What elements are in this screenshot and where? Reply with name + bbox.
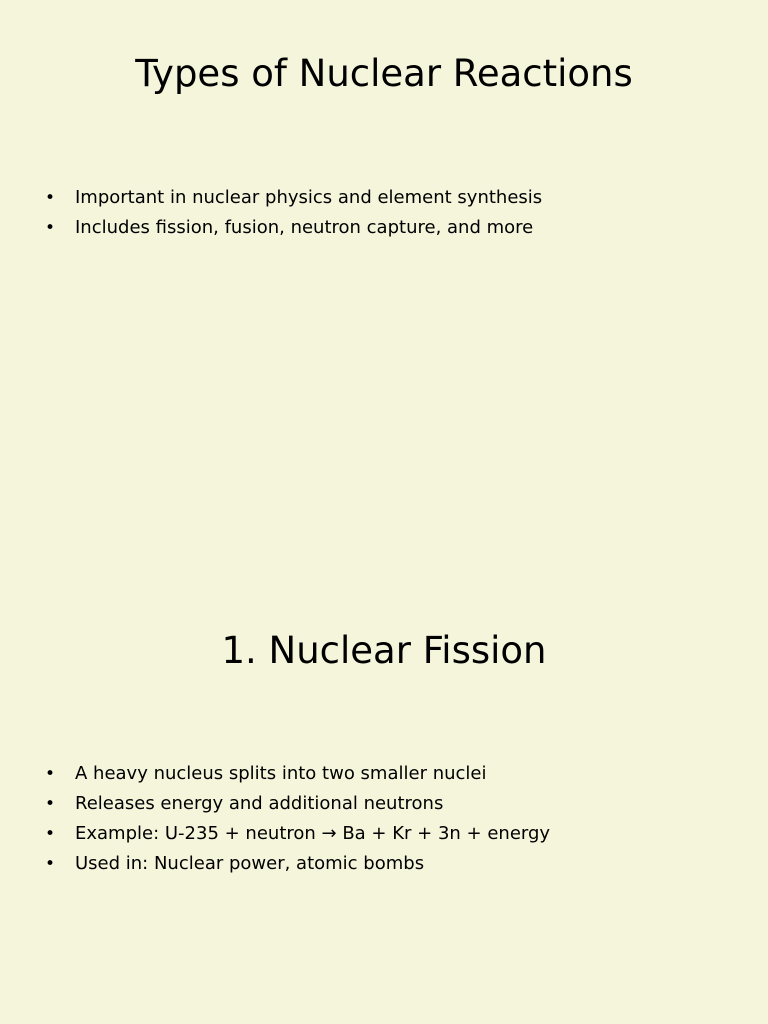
bullet-text: Example: U-235 + neutron → Ba + Kr + 3n + energy	[75, 823, 551, 844]
bullet-text: A heavy nucleus splits into two smaller nuclei	[75, 763, 487, 784]
bullet-item	[0, 759, 768, 789]
bullet-dot-icon: •	[45, 824, 56, 844]
bullet-text: Includes fission, fusion, neutron capture, and more	[75, 217, 534, 238]
bullet-dot-icon: •	[45, 188, 56, 208]
slide-title: 1. Nuclear Fission	[221, 629, 547, 672]
bullet-dot-icon: •	[45, 854, 56, 874]
slide-nuclear-fission	[0, 576, 768, 1024]
bullet-list	[0, 759, 768, 879]
bullet-text: Releases energy and additional neutrons	[75, 793, 444, 814]
bullet-text: Important in nuclear physics and element synthesis	[75, 187, 543, 208]
bullet-item	[0, 849, 768, 879]
slide-title: Types of Nuclear Reactions	[135, 52, 633, 95]
bullet-item	[0, 213, 768, 243]
bullet-item	[0, 819, 768, 849]
bullet-dot-icon: •	[45, 218, 56, 238]
bullet-item	[0, 789, 768, 819]
bullet-list	[0, 183, 768, 243]
bullet-text: Used in: Nuclear power, atomic bombs	[75, 853, 425, 874]
bullet-dot-icon: •	[45, 764, 56, 784]
bullet-dot-icon: •	[45, 794, 56, 814]
bullet-item	[0, 183, 768, 213]
